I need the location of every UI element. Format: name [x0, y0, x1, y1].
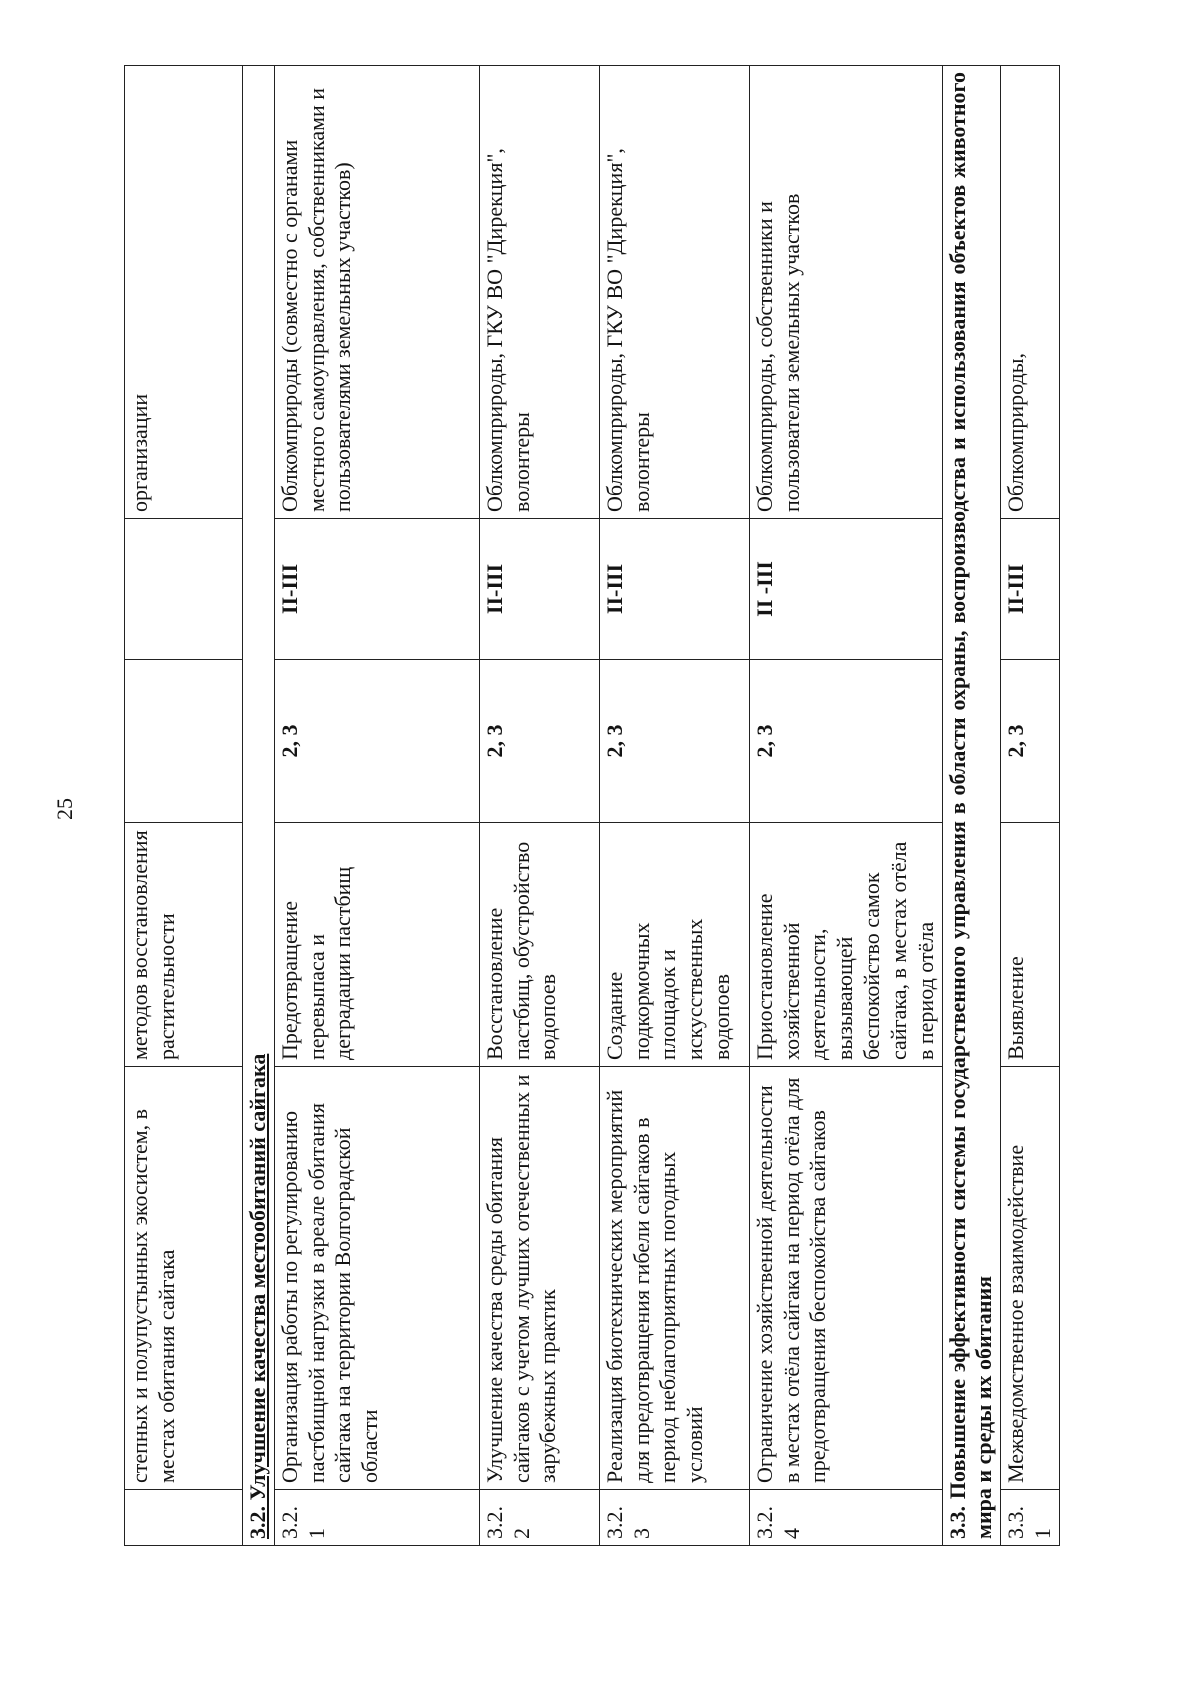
row-stage: II-III [479, 519, 599, 660]
table-row [599, 66, 749, 1546]
row-stage: II -III [749, 519, 942, 660]
table-row [479, 66, 599, 1546]
row-tasks: 2, 3 [599, 660, 749, 823]
row-tasks: 2, 3 [1001, 660, 1060, 823]
row-activity: Организация работы по регулированию пастбищной нагрузки в ареале обитания сайгака на территории Волгоградской области [274, 1067, 479, 1490]
section-heading: 3.2. Улучшение качества местообитаний сайгака [243, 66, 275, 1546]
page-number: 25 [52, 798, 77, 820]
section-heading-row [243, 66, 275, 1546]
row-tasks: 2, 3 [479, 660, 599, 823]
row-content: Восстановление пастбищ, обустройство водопоев [479, 823, 599, 1067]
row-executors: Облкомприроды (совместно с органами местного самоуправления, собственниками и пользователями земельных участков) [274, 66, 479, 519]
row-number: 3.2.3 [599, 1490, 749, 1546]
cell-num [125, 1490, 243, 1546]
row-number: 3.2.1 [274, 1490, 479, 1546]
row-content: Выявление [1001, 823, 1060, 1067]
cell-executors: организации [125, 66, 243, 519]
row-tasks: 2, 3 [749, 660, 942, 823]
cell-activity: степных и полупустынных экосистем, в местах обитания сайгака [125, 1067, 243, 1490]
row-executors: Облкомприроды, собственники и пользователи земельных участков [749, 66, 942, 519]
row-executors: Облкомприроды, [1001, 66, 1060, 519]
row-tasks: 2, 3 [274, 660, 479, 823]
cell-content: методов восстановления растительности [125, 823, 243, 1067]
row-number: 3.3.1 [1001, 1490, 1060, 1546]
row-number: 3.2.2 [479, 1490, 599, 1546]
row-number: 3.2.4 [749, 1490, 942, 1546]
row-executors: Облкомприроды, ГКУ ВО "Дирекция", волонтеры [479, 66, 599, 519]
section-heading-row [942, 66, 1001, 1546]
row-content: Создание подкормочных площадок и искусственных водопоев [599, 823, 749, 1067]
row-activity: Межведомственное взаимодействие [1001, 1067, 1060, 1490]
row-stage: II-III [274, 519, 479, 660]
row-activity: Реализация биотехнических мероприятий для предотвращения гибели сайгаков в период неблагоприятных погодных условий [599, 1067, 749, 1490]
row-content: Приостановление хозяйственной деятельности, вызывающей беспокойство самок сайгака, в местах отёла в период отёла [749, 823, 942, 1067]
row-activity: Улучшение качества среды обитания сайгаков с учетом лучших отечественных и зарубежных практик [479, 1067, 599, 1490]
measures-table [124, 65, 1060, 1546]
row-activity: Ограничение хозяйственной деятельности в местах отёла сайгака на период отёла для предотвращения беспокойства сайгаков [749, 1067, 942, 1490]
rotated-table-container [124, 66, 1114, 1546]
row-content: Предотвращение перевыпаса и деградации пастбищ [274, 823, 479, 1067]
row-executors: Облкомприроды, ГКУ ВО "Дирекция", волонтеры [599, 66, 749, 519]
cell-tasks [125, 660, 243, 823]
table-row [274, 66, 479, 1546]
table-row [1001, 66, 1060, 1546]
row-stage: II-III [599, 519, 749, 660]
continuation-row [125, 66, 243, 1546]
table-row [749, 66, 942, 1546]
row-stage: II-III [1001, 519, 1060, 660]
section-heading: 3.3. Повышение эффективности системы государственного управления в области охраны, воспроизводства и использования объектов животного мира и среды их обитания [942, 66, 1001, 1546]
cell-stage [125, 519, 243, 660]
